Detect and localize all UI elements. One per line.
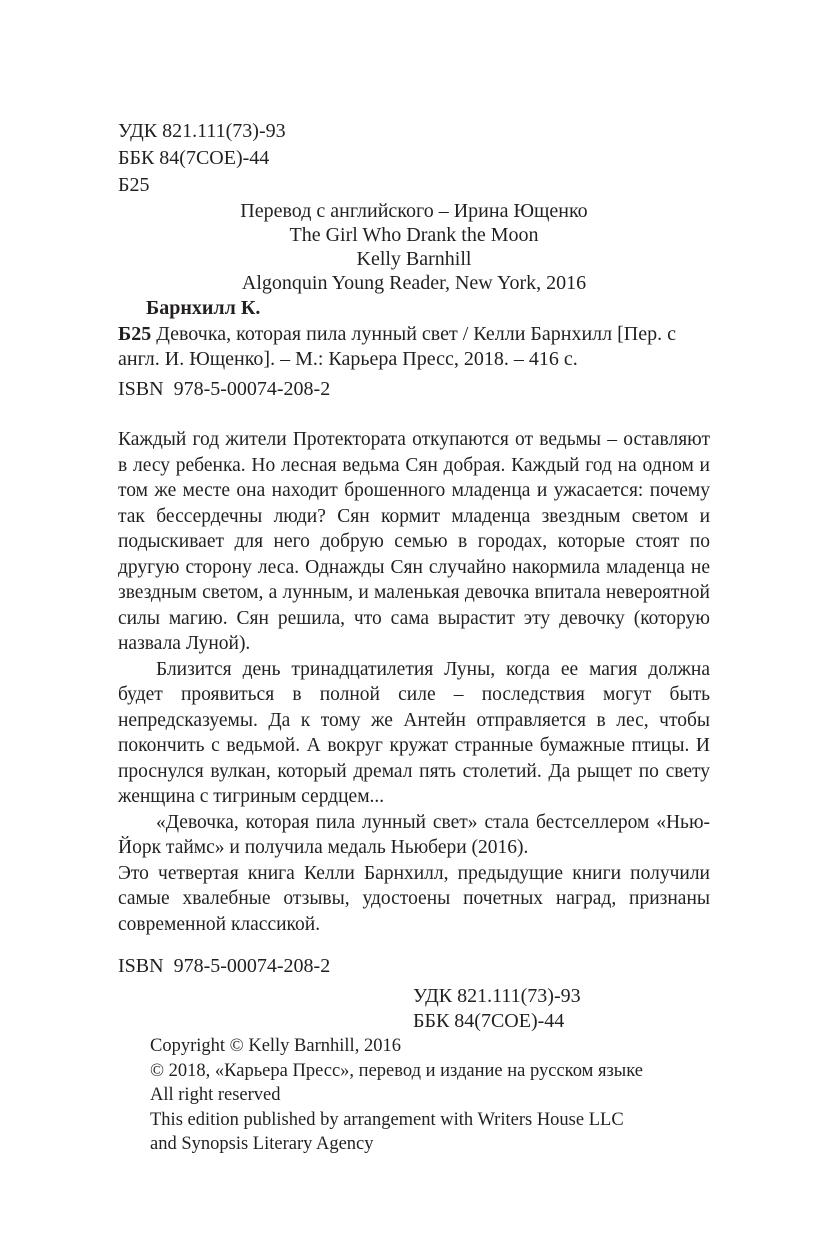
original-title: The Girl Who Drank the Moon <box>289 224 539 246</box>
imprint-page <box>118 118 710 1157</box>
annotation-paragraph-1: Каждый год жители Протектората откупаются от ведьмы – оставляют в лесу ребенка. Но лесная ведьма Сян добрая. Каждый год на одном и том же месте она находит брошенного младенца и ужасается: почему так бессердечны люди? Сян кормит младенца звездным светом и подыскивает для него добрую семью в городах, которые стоят по другую сторону леса. Однажды Сян случайно накормила младенца не звездным светом, а лунным, и маленькая девочка впитала невероятной силы магию. Сян решила, что сама вырастит эту девочку (которую назвала Луной). <box>118 429 710 654</box>
annotation <box>118 427 710 937</box>
annotation-paragraph-4: Это четвертая книга Келли Барнхилл, предыдущие книги получили самые хвалебные отзывы, удостоены почетных наград, признаны современной классикой. <box>118 862 710 935</box>
footer-udk: УДК 821.111(73)-93 <box>413 985 581 1007</box>
catalog-isbn: ISBN 978-5-00074-208-2 <box>118 378 331 400</box>
footer-bbk: ББК 84(7СОЕ)-44 <box>413 1010 565 1032</box>
author-mark: Б25 <box>118 174 150 196</box>
copyright-author: Copyright © Kelly Barnhill, 2016 <box>150 1036 401 1056</box>
copyright-publisher: © 2018, «Карьера Пресс», перевод и издание на русском языке <box>150 1060 643 1081</box>
edition-note-line1: This edition published by arrangement with Writers House LLC <box>150 1109 624 1130</box>
catalog-description-line1: Девочка, которая пила лунный свет / Келли Барнхилл [Пер. с <box>156 323 676 345</box>
annotation-paragraph-3: «Девочка, которая пила лунный свет» стала бестселлером «Нью-Йорк таймс» и получила медаль Ньюбери (2016). <box>118 811 710 858</box>
bbk-code: ББК 84(7СОЕ)-44 <box>118 147 270 169</box>
udk-code: УДК 821.111(73)-93 <box>118 120 286 142</box>
original-publisher: Algonquin Young Reader, New York, 2016 <box>241 272 587 294</box>
footer-isbn: ISBN 978-5-00074-208-2 <box>118 955 331 977</box>
original-author: Kelly Barnhill <box>356 248 472 270</box>
annotation-paragraph-2: Близится день тринадцатилетия Луны, когда ее магия должна будет проявиться в полной силе – последствия могут быть непредсказуемы. Да к тому же Антейн отправляется в лес, чтобы покончить с ведьмой. А вокруг кружат странные бумажные птицы. И проснулся вулкан, который дремал пять столетий. Да рыщет по свету женщина с тигриным сердцем... <box>118 658 710 807</box>
catalog-code: Б25 <box>118 323 152 345</box>
rights-reserved: All right reserved <box>150 1085 281 1105</box>
catalog-description-line2: англ. И. Ющенко]. – М.: Карьера Пресс, 2018. – 416 с. <box>118 348 578 370</box>
catalog-author: Барнхилл К. <box>146 297 261 319</box>
edition-note-line2: and Synopsis Literary Agency <box>150 1134 374 1154</box>
translator-line: Перевод с английского – Ирина Ющенко <box>240 200 588 222</box>
catalog-description <box>118 322 710 372</box>
